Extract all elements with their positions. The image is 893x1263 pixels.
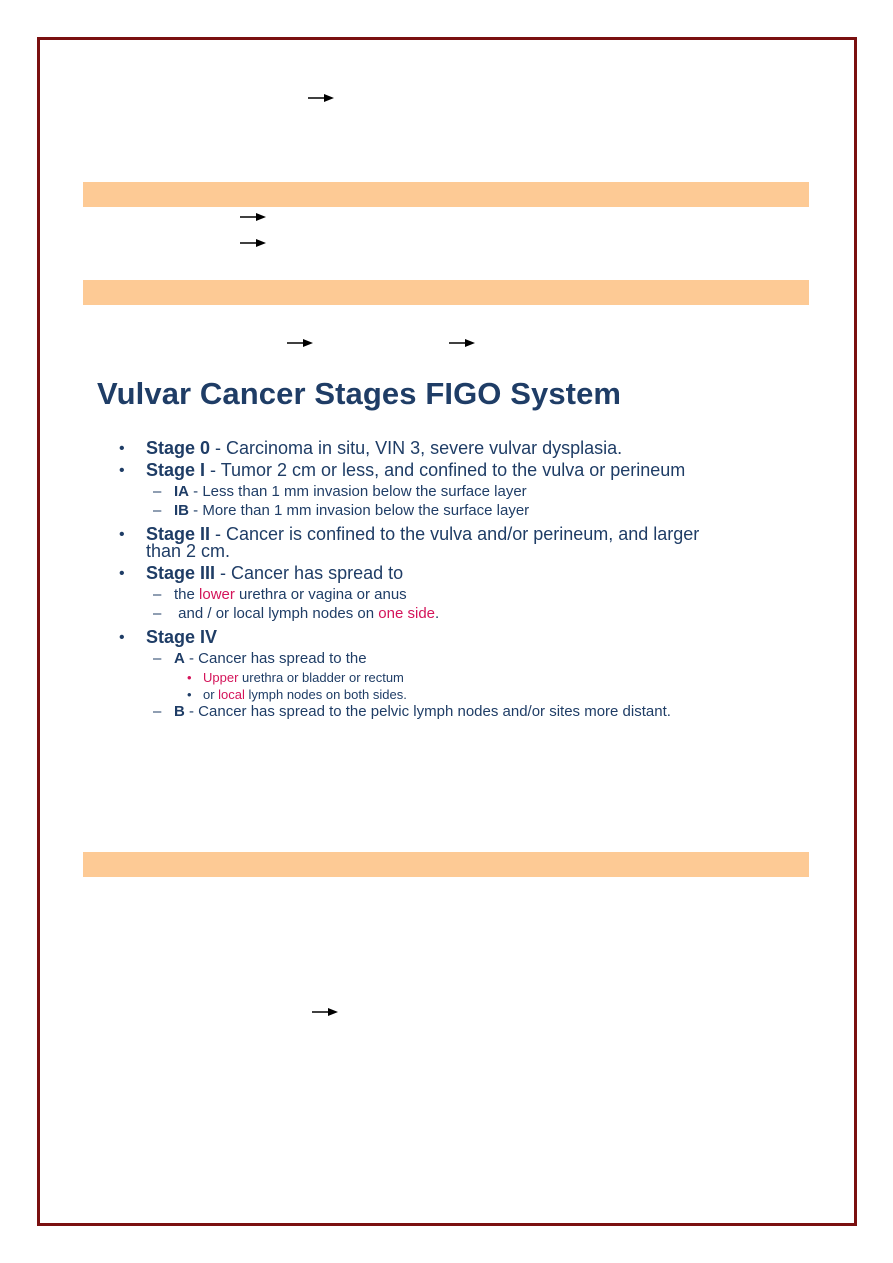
text-part: the <box>174 586 200 603</box>
text-part: urethra or bladder or rectum <box>238 670 404 685</box>
stage-label: Stage 0 <box>146 438 211 458</box>
highlight-text: local <box>218 687 245 702</box>
substage-label: B <box>174 703 185 720</box>
substage-text: - Cancer has spread to the <box>184 650 367 667</box>
substage-label: IB <box>174 502 189 519</box>
text-part: urethra or vagina or anus <box>234 586 407 603</box>
stage-text: - Cancer is confined to the vulva and/or perineum, and larger than 2 cm. <box>146 524 700 561</box>
section-bar <box>83 182 809 207</box>
stage-0: • Stage 0 - Carcinoma in situ, VIN 3, severe vulvar dysplasia. <box>119 438 623 458</box>
substage-text: - More than 1 mm invasion below the surface layer <box>189 502 530 519</box>
right-arrow-icon <box>240 238 266 248</box>
right-arrow-icon <box>449 338 475 348</box>
stage-3-detail-1: – the lower urethra or vagina or anus <box>153 586 407 603</box>
stage-4b: – B - Cancer has spread to the pelvic lymph nodes and/or sites more distant. <box>153 703 671 720</box>
stage-label: Stage IV <box>146 627 218 647</box>
stage-2: • Stage II - Cancer is confined to the vulva and/or perineum, and larger than 2 cm. <box>119 524 700 561</box>
stage-4: • Stage IV <box>119 627 218 647</box>
stage-3-detail-2: – and / or local lymph nodes on one side. <box>153 605 440 622</box>
section-bar <box>83 280 809 305</box>
stage-1: • Stage I - Tumor 2 cm or less, and confined to the vulva or perineum <box>119 460 686 480</box>
highlight-text: Upper <box>203 670 239 685</box>
substage-label: A <box>174 650 185 667</box>
stage-4a-detail-2: • or local lymph nodes on both sides. <box>187 687 407 702</box>
stage-text: - Carcinoma in situ, VIN 3, severe vulvar dysplasia. <box>210 438 623 458</box>
figo-title: Vulvar Cancer Stages FIGO System <box>97 376 622 411</box>
highlight-text: one side <box>378 605 436 622</box>
stage-1a: – IA - Less than 1 mm invasion below the surface layer <box>153 483 527 500</box>
stage-label: Stage I <box>146 460 206 480</box>
stage-label: Stage III <box>146 563 216 583</box>
text-part: and / or local lymph nodes on <box>174 605 379 622</box>
stage-text: - Cancer has spread to <box>215 563 404 583</box>
substage-text: - Less than 1 mm invasion below the surface layer <box>189 483 527 500</box>
substage-text: - Cancer has spread to the pelvic lymph nodes and/or sites more distant. <box>184 703 671 720</box>
right-arrow-icon <box>312 1007 338 1017</box>
section-bar <box>83 852 809 877</box>
stage-4a: – A - Cancer has spread to the <box>153 650 367 667</box>
substage-label: IA <box>174 483 189 500</box>
figo-stage-list <box>119 440 739 723</box>
right-arrow-icon <box>287 338 313 348</box>
stage-text: - Tumor 2 cm or less, and confined to the vulva or perineum <box>205 460 686 480</box>
text-part: or <box>203 687 219 702</box>
stage-3: • Stage III - Cancer has spread to <box>119 563 404 583</box>
stage-4a-detail-1: • Upper urethra or bladder or rectum <box>187 670 404 685</box>
stage-label: Stage II <box>146 524 211 544</box>
text-part: lymph nodes on both sides. <box>244 687 407 702</box>
stage-1b: – IB - More than 1 mm invasion below the surface layer <box>153 502 530 519</box>
right-arrow-icon <box>308 93 334 103</box>
right-arrow-icon <box>240 212 266 222</box>
text-part: . <box>435 605 440 622</box>
highlight-text: lower <box>199 586 235 603</box>
